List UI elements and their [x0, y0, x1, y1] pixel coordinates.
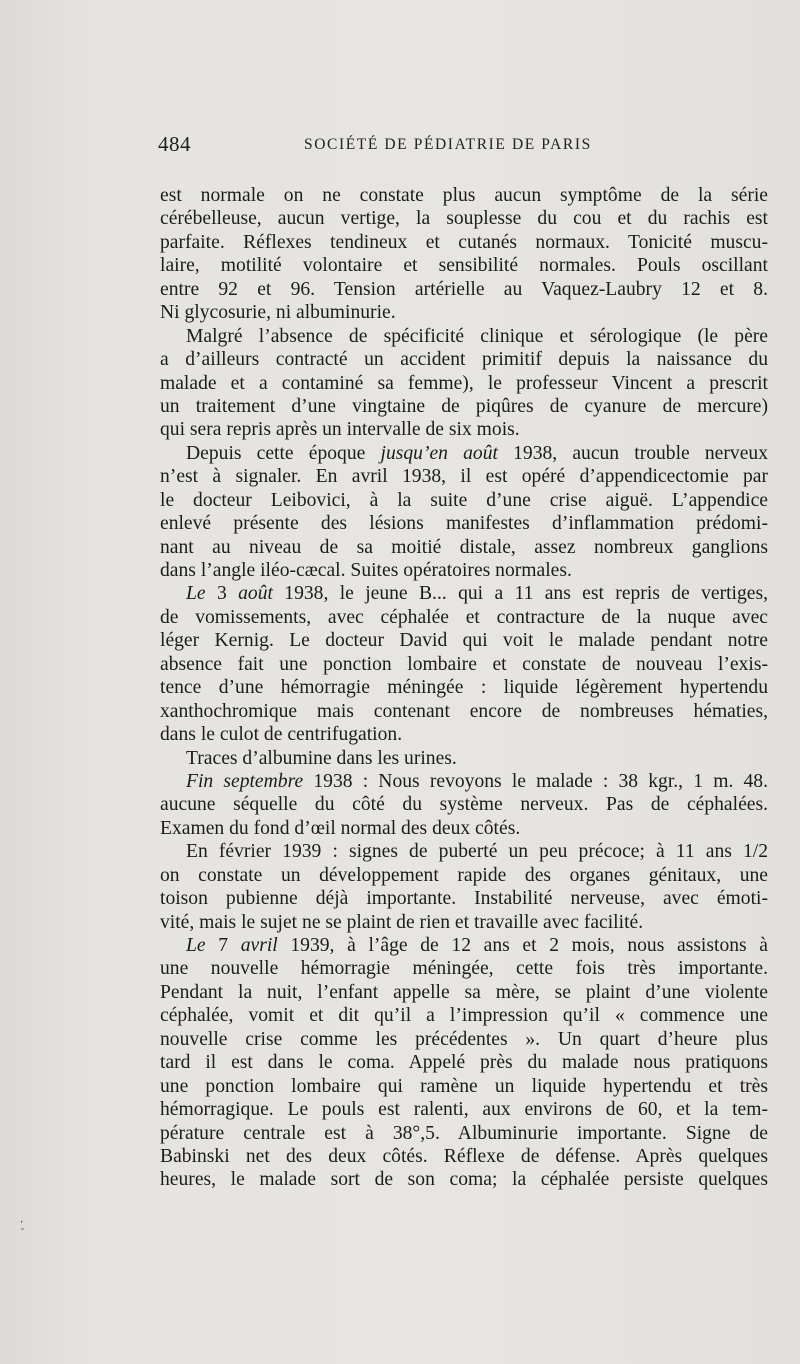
text-line: Traces d’albumine dans les urines.	[186, 747, 457, 769]
italic-text: jusqu’en août	[380, 442, 498, 464]
text-run: 1938 : Nous revoyons le malade : 38 kgr., 1 m. 48.	[303, 770, 768, 792]
text-line: malade et a contaminé sa femme), le professeur Vincent a prescrit	[160, 372, 768, 394]
text-line: une ponction lombaire qui ramène un liquide hypertendu et très	[160, 1075, 768, 1097]
text-line: une nouvelle hémorragie méningée, cette fois très importante.	[160, 958, 768, 980]
italic-text: avril	[240, 935, 278, 956]
text-line: qui sera repris après un intervalle de six mois.	[160, 419, 520, 441]
text-line: nant au niveau de sa moitié distale, assez nombreux ganglions	[160, 536, 768, 558]
body-text	[160, 184, 768, 1192]
text-line: n’est à signaler. En avril 1938, il est opéré d’appendicectomie par	[160, 466, 768, 488]
text-line: un traitement d’une vingtaine de piqûres de cyanure de mercure)	[160, 395, 768, 417]
text-line: En février 1939 : signes de puberté un peu précoce; à 11 ans 1/2	[186, 841, 768, 863]
ink-speck: ʼ ˇ	[20, 1220, 25, 1239]
text-run: Depuis cette époque	[186, 442, 381, 464]
text-line	[160, 582, 768, 605]
text-run: 1938, le jeune B... qui a 11 ans est repris de vertiges,	[272, 583, 769, 605]
italic-text: Le	[186, 935, 206, 956]
text-line	[160, 934, 768, 957]
text-run: 3	[205, 583, 239, 605]
text-line: Ni glycosurie, ni albuminurie.	[160, 302, 396, 324]
text-line: vité, mais le sujet ne se plaint de rien et travaille avec facilité.	[160, 911, 644, 933]
text-line	[160, 770, 768, 793]
text-run: 1938, aucun trouble nerveux	[497, 442, 768, 464]
text-line: pérature centrale est à 38°,5. Albuminurie importante. Signe de	[160, 1122, 768, 1144]
text-line: on constate un développement rapide des organes génitaux, une	[160, 864, 768, 886]
text-line: de vomissements, avec céphalée et contracture de la nuque avec	[160, 606, 768, 628]
text-line: cérébelleuse, aucun vertige, la souplesse du cou et du rachis est	[160, 208, 768, 230]
text-line: Pendant la nuit, l’enfant appelle sa mère, se plaint d’une violente	[160, 981, 768, 1003]
text-line: entre 92 et 96. Tension artérielle au Vaquez-Laubry 12 et 8.	[160, 278, 768, 300]
text-line: toison pubienne déjà importante. Instabilité nerveuse, avec émoti-	[160, 888, 768, 910]
text-line: absence fait une ponction lombaire et constate de nouveau l’exis-	[160, 653, 768, 675]
italic-text: Le	[186, 583, 206, 605]
text-line: le docteur Leibovici, à la suite d’une crise aiguë. L’appendice	[160, 489, 768, 511]
text-line: tence d’une hémorragie méningée : liquide légèrement hypertendu	[160, 677, 768, 699]
text-line: hémorragique. Le pouls est ralenti, aux environs de 60, et la tem-	[160, 1099, 768, 1121]
italic-text: Fin septembre	[186, 770, 304, 792]
text-line: a d’ailleurs contracté un accident primitif depuis la naissance du	[160, 349, 768, 371]
text-line: Malgré l’absence de spécificité clinique et sérologique (le père	[186, 325, 768, 347]
text-line: dans le culot de centrifugation.	[160, 724, 403, 746]
text-line: dans l’angle iléo-cæcal. Suites opératoires normales.	[160, 560, 572, 581]
text-run: 7	[205, 935, 241, 956]
text-line: Babinski net des deux côtés. Réflexe de défense. Après quelques	[160, 1145, 768, 1167]
text-line: xanthochromique mais contenant encore de nombreuses hématies,	[160, 700, 768, 722]
page-number: 484	[158, 132, 191, 156]
text-line: enlevé présente des lésions manifestes d’inflammation prédomi-	[160, 513, 768, 535]
italic-text: août	[238, 583, 273, 605]
text-run: 1939, à l’âge de 12 ans et 2 mois, nous assistons à	[277, 935, 769, 956]
page-header	[158, 132, 628, 158]
text-line: aucune séquelle du côté du système nerveux. Pas de céphalées.	[160, 794, 768, 816]
text-line: laire, motilité volontaire et sensibilité normales. Pouls oscillant	[160, 255, 768, 277]
text-line: parfaite. Réflexes tendineux et cutanés normaux. Tonicité muscu-	[160, 231, 768, 253]
running-head: SOCIÉTÉ DE PÉDIATRIE DE PARIS	[304, 136, 592, 153]
text-line: céphalée, vomit et dit qu’il a l’impression qu’il « commence une	[160, 1005, 768, 1027]
text-line: nouvelle crise comme les précédentes ». Un quart d’heure plus	[160, 1028, 768, 1050]
text-line: léger Kernig. Le docteur David qui voit le malade pendant notre	[160, 630, 768, 652]
text-line: est normale on ne constate plus aucun symptôme de la série	[160, 185, 768, 206]
text-line: Examen du fond d’œil normal des deux côtés.	[160, 817, 521, 839]
text-line: heures, le malade sort de son coma; la céphalée persiste quelques	[160, 1169, 768, 1191]
text-line	[160, 442, 768, 465]
text-line: tard il est dans le coma. Appelé près du malade nous pratiquons	[160, 1052, 768, 1074]
